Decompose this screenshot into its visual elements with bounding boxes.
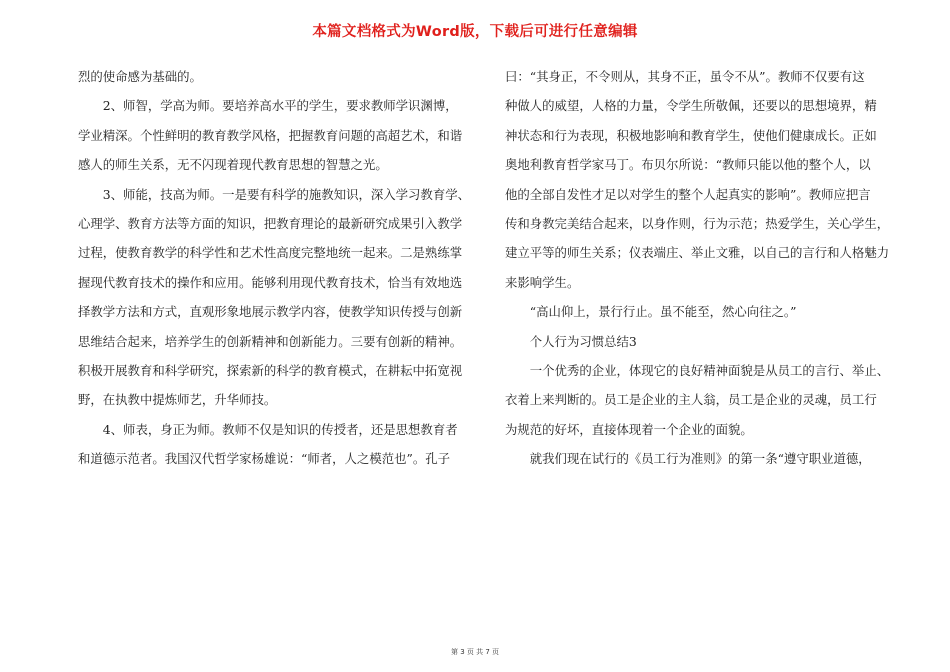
text-line: 烈的使命感为基础的。 (78, 69, 202, 84)
text-line: 传和身教完美结合起来，以身作则，行为示范；热爱学生，关心学生， (505, 216, 890, 232)
text-line: 积极开展教育和科学研究，探索新的科学的教育模式，在耕耘中拓宽视 (78, 363, 463, 379)
text-line: 野，在执教中提炼师艺，升华师技。 (78, 392, 277, 408)
text-line: 感人的师生关系，无不闪现着现代教育思想的智慧之光。 (78, 157, 388, 173)
text-line: 奥地利教育哲学家马丁。布贝尔所说：“教师只能以他的整个人，以 (505, 157, 871, 173)
text-line: 学业精深。个性鲜明的教育教学风格，把握教育问题的高超艺术，和谐 (78, 127, 463, 143)
text-line: 曰：“其身正，不令则从，其身不正，虽令不从”。教师不仅要有这 (505, 69, 865, 84)
text-line: 衣着上来判断的。员工是企业的主人翁，员工是企业的灵魂，员工行 (505, 392, 877, 408)
text-line: 种做人的威望，人格的力量，令学生所敬佩，还要以的思想境界，精 (505, 98, 877, 114)
left-text-column (78, 62, 496, 474)
text-line: 为规范的好坏，直接体现着一个企业的面貌。 (505, 421, 753, 437)
download-notice-banner: 本篇文档格式为Word版，下载后可进行任意编辑 (312, 24, 638, 40)
right-text-column (505, 62, 923, 474)
text-line: 心理学、教育方法等方面的知识，把教育理论的最新研究成果引入教学 (78, 216, 463, 232)
text-line: 一个优秀的企业，体现它的良好精神面貌是从员工的言行、举止、 (505, 363, 890, 379)
text-line: “高山仰上，景行行止。虽不能至，然心向往之。” (505, 304, 797, 320)
text-line: 神状态和行为表现，积极地影响和教育学生，使他们健康成长。正如 (505, 127, 877, 143)
text-line: 和道德示范者。我国汉代哲学家杨雄说：“师者，人之模范也”。孔子 (78, 451, 450, 467)
text-line: 3、师能，技高为师。一是要有科学的施教知识，深入学习教育学、 (78, 186, 470, 202)
section-heading: 个人行为习惯总结3 (505, 333, 637, 349)
text-line: 就我们现在试行的《员工行为准则》的第一条“遵守职业道德， (505, 451, 871, 467)
text-line: 他的全部自发性才足以对学生的整个人起真实的影响”。教师应把言 (505, 186, 871, 202)
page-number-footer: 第 3 页 共 7 页 (450, 648, 500, 656)
text-line: 来影响学生。 (505, 274, 580, 290)
text-line: 思维结合起来，培养学生的创新精神和创新能力。三要有创新的精神。 (78, 333, 463, 349)
text-line: 4、师表，身正为师。教师不仅是知识的传授者，还是思想教育者 (78, 421, 458, 437)
text-line: 择教学方法和方式，直观形象地展示教学内容，使教学知识传授与创新 (78, 304, 463, 320)
text-line: 2、师智，学高为师。要培养高水平的学生，要求教师学识渊博， (78, 98, 458, 114)
text-line: 过程，使教育教学的科学性和艺术性高度完整地统一起来。二是熟练掌 (78, 245, 463, 261)
text-line: 握现代教育技术的操作和应用。能够利用现代教育技术，恰当有效地选 (78, 274, 463, 290)
text-line: 建立平等的师生关系；仪表端庄、举止文雅，以自己的言行和人格魅力 (505, 245, 890, 261)
